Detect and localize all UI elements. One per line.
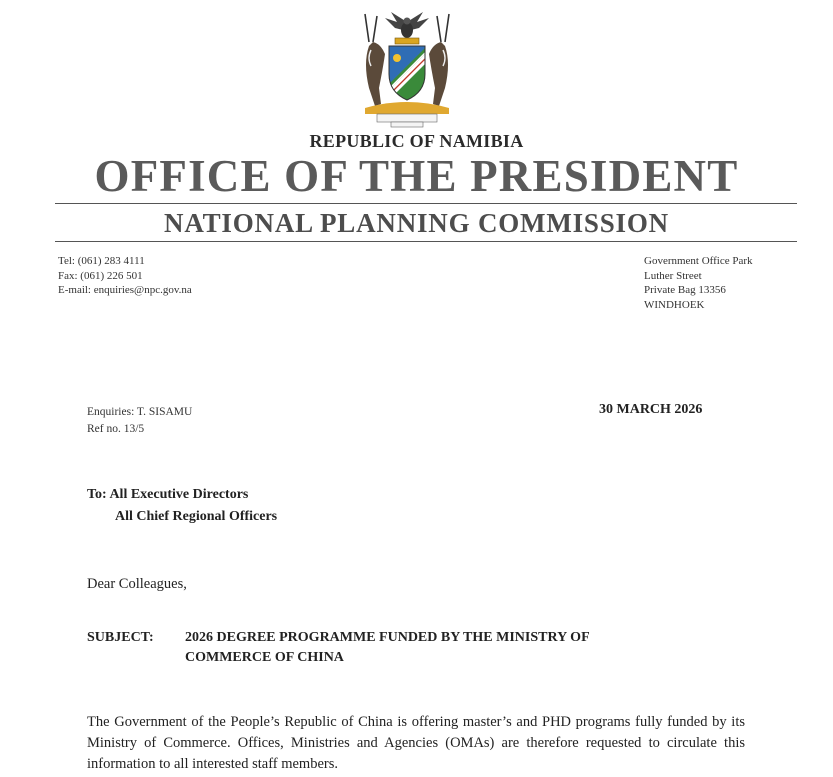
address-line: WINDHOEK [644, 298, 705, 311]
enquiries-line: Enquiries: T. SISAMU [87, 406, 193, 418]
recipients-line-1: To: All Executive Directors [87, 487, 249, 502]
republic-heading: REPUBLIC OF NAMIBIA [309, 131, 524, 151]
top-rule-divider [55, 203, 797, 204]
letter-date: 30 MARCH 2026 [599, 402, 703, 417]
office-heading: OFFICE OF THE PRESIDENT [94, 151, 739, 201]
contact-block [58, 254, 192, 298]
tel-line: Tel: (061) 283 4111 [58, 255, 145, 267]
salutation: Dear Colleagues, [87, 576, 187, 592]
address-line: Private Bag 13356 [644, 284, 726, 296]
subject-line-2: COMMERCE OF CHINA [185, 650, 344, 665]
bottom-rule-divider [55, 241, 797, 242]
fax-line: Fax: (061) 226 501 [58, 269, 143, 282]
address-line: Government Office Park [644, 255, 753, 267]
ref-number-line: Ref no. 13/5 [87, 423, 145, 435]
subject-label: SUBJECT: [87, 630, 154, 645]
email-line: E-mail: enquiries@npc.gov.na [58, 284, 192, 296]
namibia-coat-of-arms-icon [355, 8, 459, 128]
commission-heading: NATIONAL PLANNING COMMISSION [164, 208, 669, 238]
body-paragraph: The Government of the People’s Republic of China is offering master’s and PHD programs fully funded by its Ministry of Commerce. Offices, Ministries and Agencies (OMAs) are therefore requested to circulate this information to all interested staff members. [87, 714, 745, 772]
recipients-line-2: All Chief Regional Officers [115, 509, 278, 524]
subject-line-1: 2026 DEGREE PROGRAMME FUNDED BY THE MINISTRY OF [185, 630, 590, 645]
address-line: Luther Street [644, 269, 702, 282]
reference-block [87, 404, 192, 438]
address-block [644, 254, 753, 312]
